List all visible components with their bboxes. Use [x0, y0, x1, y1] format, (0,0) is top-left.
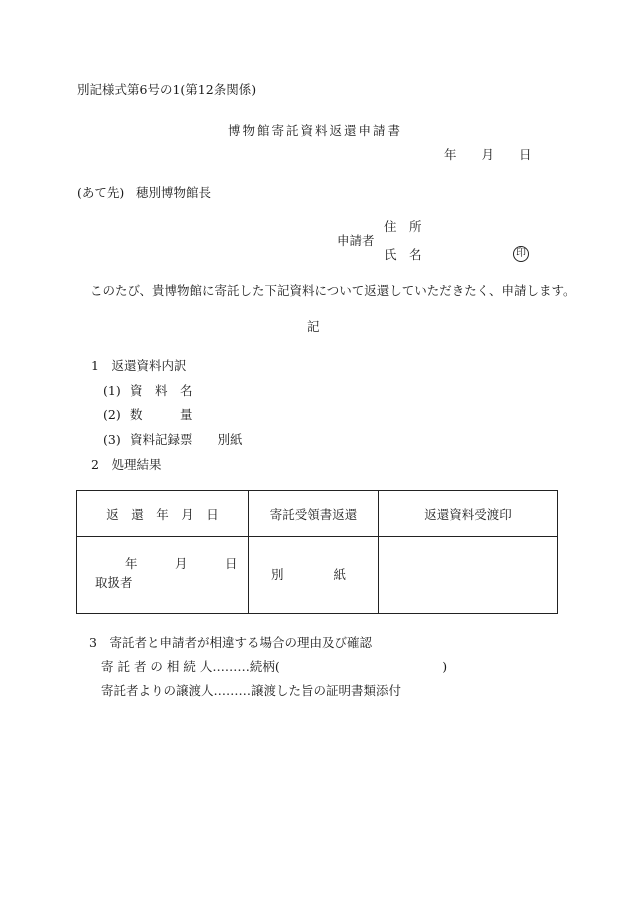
item-number: (3) — [103, 432, 121, 447]
address-label: 住 所 — [384, 219, 422, 234]
section-3-line: 寄 託 者 の 相 続 人………続柄( ) — [101, 659, 448, 674]
body-text: このたび、貴博物館に寄託した下記資料について返還していただきたく、申請します。 — [90, 283, 576, 298]
section-3-heading: 3 寄託者と申請者が相違する場合の理由及び確認 — [89, 635, 372, 650]
date-line: 年 月 日 — [444, 147, 532, 162]
section-1-heading: 1 返還資料内訳 — [91, 358, 187, 373]
form-id: 別記様式第6号の1(第12条関係) — [77, 82, 257, 97]
page-title: 博物館寄託資料返還申請書 — [228, 123, 403, 138]
cell-return-date — [77, 537, 249, 614]
cell-attachment-text: 別 紙 — [271, 567, 347, 582]
header-receipt-return: 寄託受領書返還 — [249, 491, 379, 537]
cell-receipt-return — [249, 537, 379, 614]
section-2-heading: 2 処理結果 — [91, 457, 162, 472]
section-3-line: 寄託者よりの譲渡人………譲渡した旨の証明書類添付 — [101, 683, 402, 698]
item-number: (1) — [103, 383, 121, 398]
header-return-date: 返 還 年 月 日 — [77, 491, 249, 537]
item-text: 資料記録票 別紙 — [130, 432, 243, 447]
item-text: 数 量 — [130, 407, 193, 422]
seal-mark: 印 — [513, 246, 529, 262]
addressee: 穂別博物館長 — [136, 185, 212, 200]
header-handover-seal: 返還資料受渡印 — [379, 491, 558, 537]
result-table — [76, 490, 558, 614]
item-number: (2) — [103, 407, 121, 422]
addressee-label: (あて先) — [77, 185, 125, 200]
name-label: 氏 名 — [384, 247, 422, 262]
cell-handler-label: 取扱者 — [95, 575, 133, 590]
item-text: 資 料 名 — [130, 383, 193, 398]
cell-handover-seal — [379, 537, 558, 614]
ki-heading: 記 — [307, 319, 320, 334]
cell-date-text: 年 月 日 — [125, 556, 238, 571]
applicant-label: 申請者 — [337, 233, 375, 248]
